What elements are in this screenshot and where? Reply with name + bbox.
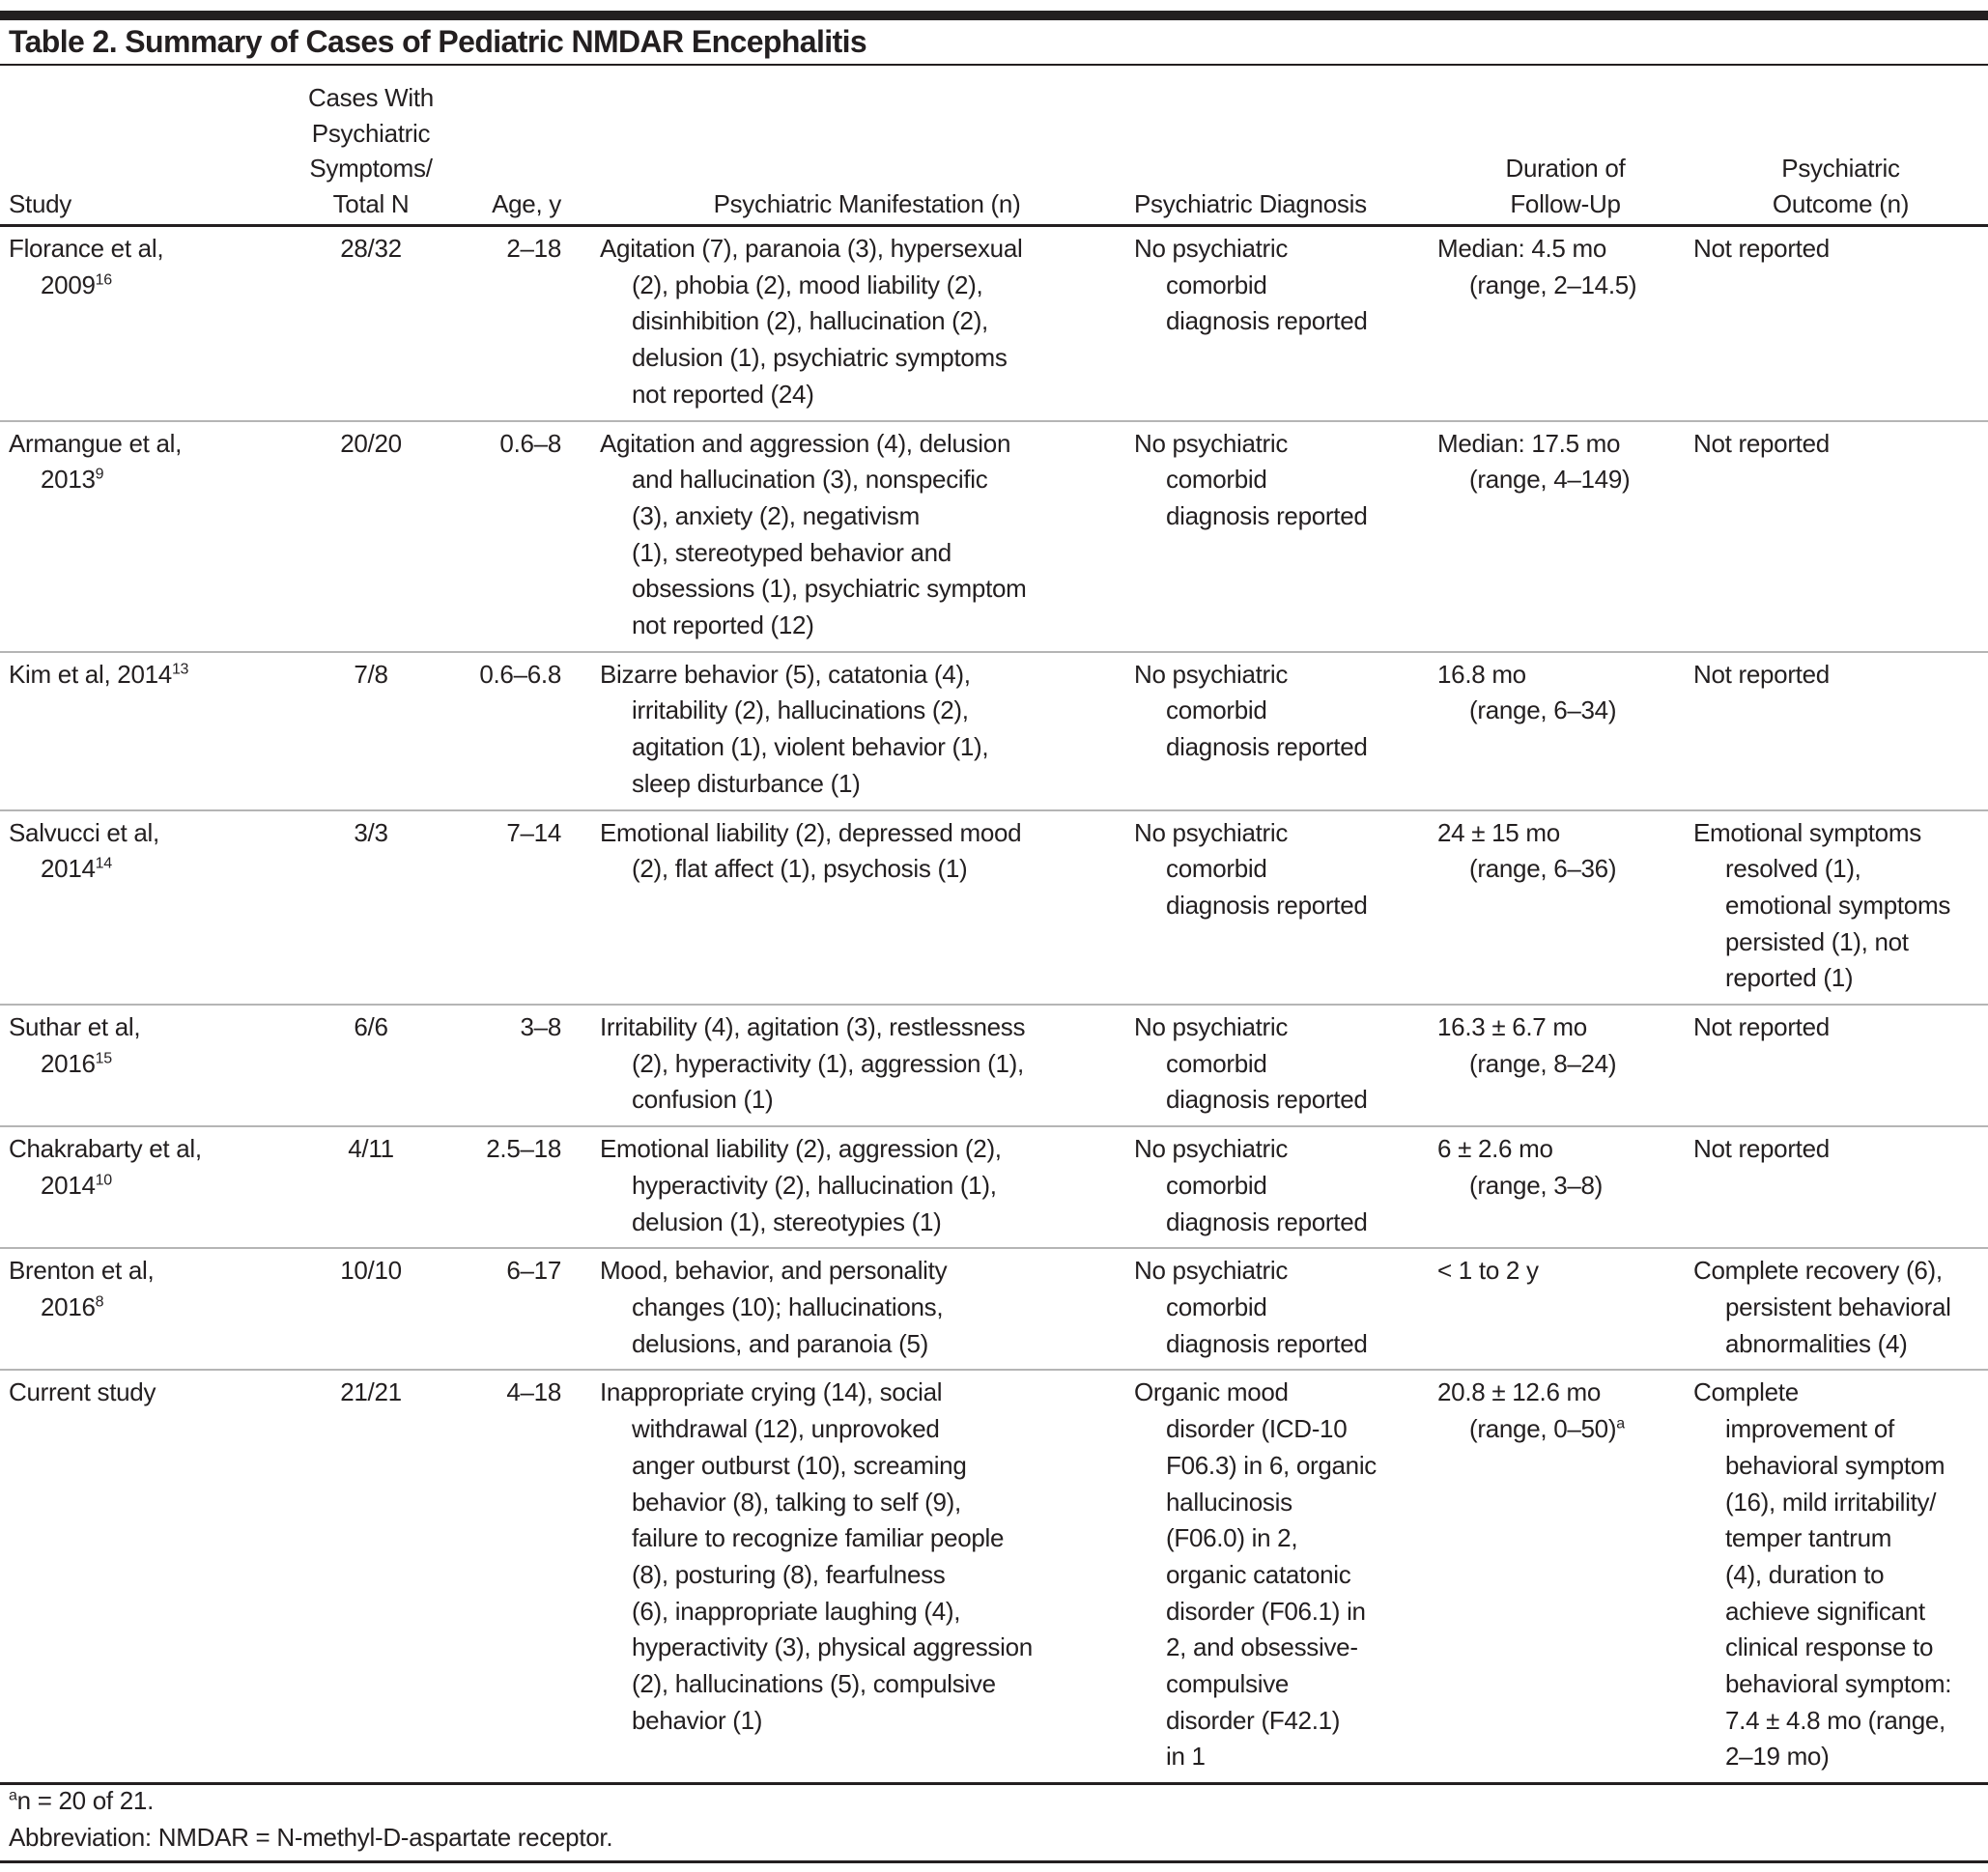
manifestation-line: hyperactivity (2), hallucination (1), [632, 1170, 997, 1200]
cell-cases [289, 1005, 453, 1126]
diagnosis-line: hallucinosis [1166, 1487, 1292, 1517]
column-header [1134, 67, 1437, 226]
header-line: Symptoms/ [309, 154, 433, 183]
manifestation-line: changes (10); hallucinations, [632, 1291, 944, 1321]
cases-value: 10/10 [340, 1256, 402, 1286]
cell-cases [289, 652, 453, 810]
manifestation-line: (1), stereotyped behavior and [632, 537, 951, 567]
cases-value: 20/20 [340, 428, 402, 458]
duration-line: 24 ± 15 mo [1437, 817, 1560, 847]
table-row [0, 421, 1988, 652]
cell-diagnosis [1134, 810, 1437, 1006]
cases-value: 28/32 [340, 234, 402, 263]
diagnosis-line: disorder (F06.1) in [1166, 1596, 1366, 1626]
outcome-line: behavioral symptom [1725, 1450, 1945, 1480]
study-line: Current study [9, 1377, 156, 1407]
bottom-rule [0, 1860, 1988, 1863]
cell-manifestation [581, 1248, 1134, 1370]
manifestation-line: delusions, and paranoia (5) [632, 1328, 928, 1358]
outcome-line: Not reported [1693, 1134, 1830, 1164]
diagnosis-line: compulsive [1166, 1669, 1290, 1699]
cell-duration [1437, 652, 1693, 810]
manifestation-line: Emotional liability (2), aggression (2), [600, 1134, 1002, 1164]
study-line: Florance et al, [9, 234, 164, 263]
manifestation-line: failure to recognize familiar people [632, 1523, 1005, 1553]
diagnosis-line: No psychiatric [1134, 659, 1289, 689]
column-header [0, 67, 289, 226]
column-header [453, 67, 581, 226]
manifestation-line: delusion (1), psychiatric symptoms [632, 343, 1008, 373]
cell-diagnosis [1134, 1370, 1437, 1783]
outcome-line: Not reported [1693, 659, 1830, 689]
manifestation-line: Agitation and aggression (4), delusion [600, 428, 1011, 458]
cell-manifestation [581, 1005, 1134, 1126]
cell-manifestation [581, 1370, 1134, 1783]
cell-study [0, 1005, 289, 1126]
manifestation-line: hyperactivity (3), physical aggression [632, 1632, 1033, 1662]
diagnosis-line: organic catatonic [1166, 1559, 1351, 1589]
cell-duration [1437, 1005, 1693, 1126]
cell-study [0, 1370, 289, 1783]
outcome-line: (16), mild irritability/ [1725, 1487, 1937, 1517]
duration-line: (range, 4–149) [1469, 465, 1631, 495]
cell-age [453, 810, 581, 1006]
diagnosis-line: diagnosis reported [1166, 890, 1368, 920]
header-line: Study [9, 188, 71, 218]
manifestation-line: not reported (24) [632, 379, 814, 409]
footnote-text: n = 20 of 21. [16, 1786, 154, 1815]
duration-line: (range, 6–36) [1469, 854, 1617, 884]
cell-study [0, 810, 289, 1006]
diagnosis-line: in 1 [1166, 1742, 1206, 1772]
study-line [9, 462, 289, 498]
header-line: Psychiatric Manifestation (n) [713, 188, 1021, 218]
manifestation-line: (8), posturing (8), fearfulness [632, 1559, 946, 1589]
header-line: Age, y [492, 188, 561, 218]
outcome-line: reported (1) [1725, 963, 1854, 993]
diagnosis-line: diagnosis reported [1166, 500, 1368, 530]
outcome-line: Complete recovery (6), [1693, 1256, 1943, 1286]
cell-diagnosis [1134, 1005, 1437, 1126]
manifestation-line: (2), hallucinations (5), compulsive [632, 1669, 996, 1699]
header-line: Outcome (n) [1772, 188, 1910, 218]
outcome-line: persistent behavioral [1725, 1291, 1951, 1321]
manifestation-line: Agitation (7), paranoia (3), hypersexual [600, 234, 1023, 263]
table-row [0, 1370, 1988, 1783]
outcome-line: (4), duration to [1725, 1559, 1885, 1589]
column-header [1437, 67, 1693, 226]
cell-age [453, 421, 581, 652]
manifestation-line: (2), hyperactivity (1), aggression (1), [632, 1048, 1024, 1078]
cell-manifestation [581, 421, 1134, 652]
cases-value: 4/11 [348, 1134, 394, 1164]
duration-line: Median: 4.5 mo [1437, 234, 1607, 263]
study-text: 2016 [41, 1291, 96, 1321]
outcome-line: Not reported [1693, 1012, 1830, 1042]
manifestation-line: Mood, behavior, and personality [600, 1256, 948, 1286]
cell-manifestation [581, 1126, 1134, 1248]
reference-number: 16 [95, 271, 112, 289]
manifestation-line: and hallucination (3), nonspecific [632, 465, 988, 495]
cell-diagnosis [1134, 1248, 1437, 1370]
table-row [0, 652, 1988, 810]
header-line: Cases With [308, 83, 434, 112]
duration-line: (range, 2–14.5) [1469, 269, 1637, 299]
table-title: Table 2. Summary of Cases of Pediatric NMDAR Encephalitis [9, 24, 867, 59]
study-text: 2016 [41, 1048, 96, 1078]
cell-outcome [1693, 1005, 1988, 1126]
diagnosis-line: comorbid [1166, 1048, 1267, 1078]
table-row [0, 1248, 1988, 1370]
outcome-line: clinical response to [1725, 1632, 1934, 1662]
diagnosis-line: No psychiatric [1134, 428, 1289, 458]
manifestation-line: (6), inappropriate laughing (4), [632, 1596, 961, 1626]
outcome-line: achieve significant [1725, 1596, 1925, 1626]
age-value: 2.5–18 [486, 1134, 561, 1164]
cell-diagnosis [1134, 652, 1437, 810]
manifestation-line: behavior (8), talking to self (9), [632, 1487, 961, 1517]
cell-study [0, 1126, 289, 1248]
age-value: 7–14 [506, 817, 561, 847]
diagnosis-line: disorder (ICD-10 [1166, 1414, 1348, 1444]
cases-value: 21/21 [340, 1377, 402, 1407]
duration-line [1437, 1411, 1693, 1448]
outcome-line: resolved (1), [1725, 854, 1861, 884]
cell-age [453, 1248, 581, 1370]
manifestation-line: withdrawal (12), unprovoked [632, 1414, 940, 1444]
cell-age [453, 1005, 581, 1126]
outcome-line: 7.4 ± 4.8 mo (range, [1725, 1705, 1945, 1735]
diagnosis-line: No psychiatric [1134, 1134, 1289, 1164]
diagnosis-line: 2, and obsessive- [1166, 1632, 1358, 1662]
manifestation-line: obsessions (1), psychiatric symptom [632, 574, 1027, 604]
reference-number: 15 [95, 1050, 112, 1067]
duration-line: (range, 6–34) [1469, 695, 1617, 725]
cell-outcome [1693, 652, 1988, 810]
outcome-line: 2–19 mo) [1725, 1742, 1830, 1772]
table-row [0, 810, 1988, 1006]
cell-cases [289, 1126, 453, 1248]
study-line: Brenton et al, [9, 1256, 155, 1286]
diagnosis-line: No psychiatric [1134, 234, 1289, 263]
reference-number: 13 [171, 661, 189, 678]
study-text: 2013 [41, 465, 96, 495]
reference-number: 14 [95, 855, 112, 872]
outcome-line: behavioral symptom: [1725, 1669, 1952, 1699]
top-rule [0, 11, 1988, 20]
study-text: 2014 [41, 1170, 96, 1200]
column-header [581, 67, 1134, 226]
column-header [289, 67, 453, 226]
age-value: 0.6–8 [499, 428, 561, 458]
manifestation-line: (2), flat affect (1), psychosis (1) [632, 854, 968, 884]
manifestation-line: Inappropriate crying (14), social [600, 1377, 943, 1407]
study-line: Chakrabarty et al, [9, 1134, 202, 1164]
cell-cases [289, 226, 453, 421]
manifestation-line: delusion (1), stereotypies (1) [632, 1206, 942, 1236]
manifestation-line: behavior (1) [632, 1705, 763, 1735]
manifestation-line: confusion (1) [632, 1085, 774, 1115]
reference-number: 10 [95, 1172, 112, 1189]
cases-value: 6/6 [354, 1012, 388, 1042]
diagnosis-line: diagnosis reported [1166, 1328, 1368, 1358]
diagnosis-line: (F06.0) in 2, [1166, 1523, 1298, 1553]
duration-line: 20.8 ± 12.6 mo [1437, 1377, 1602, 1407]
cell-cases [289, 1370, 453, 1783]
duration-line: (range, 8–24) [1469, 1048, 1617, 1078]
reference-number: 8 [95, 1293, 104, 1311]
duration-line: 16.8 mo [1437, 659, 1526, 689]
footnote-reference: a [1616, 1415, 1625, 1432]
cell-manifestation [581, 652, 1134, 810]
outcome-line: persisted (1), not [1725, 926, 1909, 956]
study-line: Suthar et al, [9, 1012, 141, 1042]
duration-line: 16.3 ± 6.7 mo [1437, 1012, 1587, 1042]
diagnosis-line: comorbid [1166, 1170, 1267, 1200]
manifestation-line: irritability (2), hallucinations (2), [632, 695, 969, 725]
table-row [0, 1126, 1988, 1248]
header-line: Psychiatric [1781, 154, 1900, 183]
cell-age [453, 226, 581, 421]
cell-age [453, 1370, 581, 1783]
cell-manifestation [581, 226, 1134, 421]
summary-table [0, 67, 1988, 1785]
cell-outcome [1693, 1126, 1988, 1248]
study-text: 2009 [41, 269, 96, 299]
cell-outcome [1693, 226, 1988, 421]
outcome-line: Not reported [1693, 234, 1830, 263]
title-rule [0, 64, 1988, 66]
diagnosis-line: No psychiatric [1134, 1012, 1289, 1042]
outcome-line: emotional symptoms [1725, 890, 1951, 920]
diagnosis-line: comorbid [1166, 269, 1267, 299]
table-row [0, 1005, 1988, 1126]
diagnosis-line: comorbid [1166, 1291, 1267, 1321]
manifestation-line: disinhibition (2), hallucination (2), [632, 306, 988, 336]
cell-study [0, 652, 289, 810]
manifestation-line: Irritability (4), agitation (3), restlessness [600, 1012, 1026, 1042]
duration-line: (range, 3–8) [1469, 1170, 1604, 1200]
study-line [9, 1046, 289, 1083]
header-line: Psychiatric [311, 118, 431, 148]
cell-outcome [1693, 810, 1988, 1006]
reference-number: 9 [95, 466, 104, 483]
header-row [0, 67, 1988, 226]
cell-age [453, 1126, 581, 1248]
study-line [9, 1168, 289, 1205]
manifestation-line: agitation (1), violent behavior (1), [632, 732, 989, 762]
cell-study [0, 421, 289, 652]
outcome-line: Not reported [1693, 428, 1830, 458]
cell-cases [289, 810, 453, 1006]
diagnosis-line: No psychiatric [1134, 1256, 1289, 1286]
manifestation-line: sleep disturbance (1) [632, 768, 861, 798]
duration-line: Median: 17.5 mo [1437, 428, 1621, 458]
cell-diagnosis [1134, 226, 1437, 421]
footnote [9, 1783, 154, 1818]
header-line: Duration of [1505, 154, 1626, 183]
outcome-line: improvement of [1725, 1414, 1894, 1444]
duration-text: (range, 0–50) [1469, 1414, 1617, 1444]
study-text: Kim et al, 2014 [9, 659, 172, 689]
cell-diagnosis [1134, 1126, 1437, 1248]
cell-cases [289, 1248, 453, 1370]
diagnosis-line: comorbid [1166, 465, 1267, 495]
outcome-line: abnormalities (4) [1725, 1328, 1908, 1358]
study-line [9, 657, 289, 694]
study-text: 2014 [41, 854, 96, 884]
cell-duration [1437, 226, 1693, 421]
diagnosis-line: diagnosis reported [1166, 1085, 1368, 1115]
cell-age [453, 652, 581, 810]
diagnosis-line: diagnosis reported [1166, 1206, 1368, 1236]
outcome-line: Emotional symptoms [1693, 817, 1921, 847]
cell-duration [1437, 1248, 1693, 1370]
diagnosis-line: diagnosis reported [1166, 732, 1368, 762]
study-line [9, 268, 289, 304]
outcome-line: temper tantrum [1725, 1523, 1892, 1553]
age-value: 6–17 [506, 1256, 561, 1286]
cell-duration [1437, 810, 1693, 1006]
cell-duration [1437, 1126, 1693, 1248]
table-row [0, 226, 1988, 421]
cell-outcome [1693, 1248, 1988, 1370]
diagnosis-line: comorbid [1166, 695, 1267, 725]
header-line: Psychiatric Diagnosis [1134, 188, 1367, 218]
cell-outcome [1693, 421, 1988, 652]
cell-study [0, 226, 289, 421]
cell-cases [289, 421, 453, 652]
cases-value: 3/3 [354, 817, 388, 847]
study-line [9, 851, 289, 888]
study-line: Armangue et al, [9, 428, 183, 458]
study-line: Salvucci et al, [9, 817, 159, 847]
age-value: 0.6–6.8 [479, 659, 561, 689]
header-line: Follow-Up [1510, 188, 1621, 218]
abbreviation-note: Abbreviation: NMDAR = N-methyl-D-aspartate receptor. [9, 1823, 613, 1852]
diagnosis-line: comorbid [1166, 854, 1267, 884]
header-line: Total N [332, 188, 410, 218]
cell-diagnosis [1134, 421, 1437, 652]
duration-line: < 1 to 2 y [1437, 1256, 1539, 1286]
manifestation-line: (2), phobia (2), mood liability (2), [632, 269, 983, 299]
cell-manifestation [581, 810, 1134, 1006]
manifestation-line: (3), anxiety (2), negativism [632, 500, 920, 530]
study-line [9, 1290, 289, 1326]
diagnosis-line: No psychiatric [1134, 817, 1289, 847]
footnote-mark: a [9, 1787, 17, 1804]
diagnosis-line: F06.3) in 6, organic [1166, 1450, 1377, 1480]
age-value: 4–18 [506, 1377, 561, 1407]
cell-study [0, 1248, 289, 1370]
manifestation-line: not reported (12) [632, 610, 814, 640]
age-value: 2–18 [506, 234, 561, 263]
diagnosis-line: disorder (F42.1) [1166, 1705, 1341, 1735]
age-value: 3–8 [520, 1012, 561, 1042]
manifestation-line: anger outburst (10), screaming [632, 1450, 967, 1480]
cell-outcome [1693, 1370, 1988, 1783]
cell-duration [1437, 421, 1693, 652]
diagnosis-line: Organic mood [1134, 1377, 1289, 1407]
manifestation-line: Bizarre behavior (5), catatonia (4), [600, 659, 971, 689]
outcome-line: Complete [1693, 1377, 1799, 1407]
duration-line: 6 ± 2.6 mo [1437, 1134, 1553, 1164]
cases-value: 7/8 [354, 659, 388, 689]
manifestation-line: Emotional liability (2), depressed mood [600, 817, 1022, 847]
diagnosis-line: diagnosis reported [1166, 306, 1368, 336]
cell-duration [1437, 1370, 1693, 1783]
column-header [1693, 67, 1988, 226]
